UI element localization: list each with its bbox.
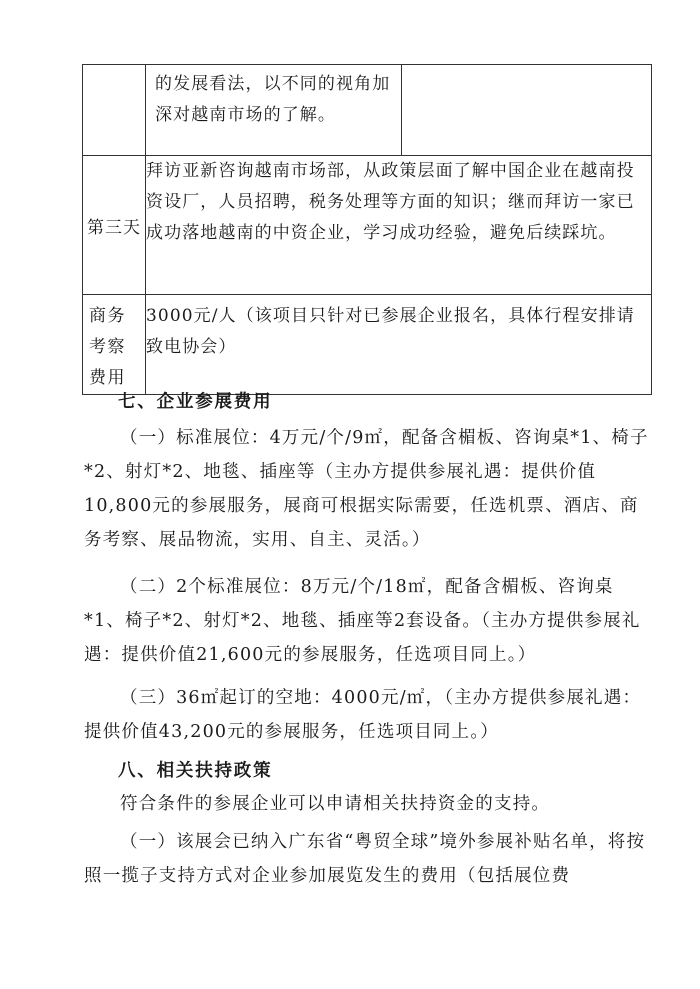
row3-content: 3000元/人（该项目只针对已参展企业报名，具体行程安排请致电协会） xyxy=(146,295,652,395)
section8-heading: 八、相关扶持政策 xyxy=(118,761,273,781)
section7-heading: 七、企业参展费用 xyxy=(118,392,273,412)
section8-item1: （一）该展会已纳入广东省“粤贸全球”境外参展补贴名单，将按照一揽子支持方式对企业参加展览发生的费用（包括展位费 xyxy=(84,832,646,886)
section8-intro: 符合条件的参展企业可以申请相关扶持资金的支持。 xyxy=(120,794,551,814)
fee-label-cell xyxy=(83,295,146,395)
table-row xyxy=(83,156,652,295)
section7-item3: （三）36㎡起订的空地：4000元/㎡，（主办方提供参展礼遇：提供价值43,200元的参展服务，任选项目同上。） xyxy=(84,688,642,742)
day-cell xyxy=(83,156,146,295)
row1-empty-cell xyxy=(402,65,651,155)
row1-content: 的发展看法，以不同的视角加深对越南市场的了解。 xyxy=(146,65,402,155)
fee-label: 商务考察费用 xyxy=(89,306,126,388)
content-cell xyxy=(146,65,652,156)
day-label: 第三天 xyxy=(87,217,141,238)
table-row xyxy=(83,65,652,156)
row2-content: 拜访亚新咨询越南市场部，从政策层面了解中国企业在越南投资设厂，人员招聘，税务处理等方面的知识；继而拜访一家已成功落地越南的中资企业，学习成功经验，避免后续踩坑。 xyxy=(146,156,652,295)
itinerary-table xyxy=(82,64,652,395)
section7-item2: （二）2个标准展位：8万元/个/18㎡，配备含楣板、咨询桌*1、椅子*2、射灯*2、地毯、插座等2套设备。（主办方提供参展礼遇：提供价值21,600元的参展服务，任选项目同上。） xyxy=(84,577,641,665)
day-cell-empty xyxy=(83,65,146,156)
section7-item1: （一）标准展位：4万元/个/9㎡，配备含楣板、咨询桌*1、椅子*2、射灯*2、地毯、插座等（主办方提供参展礼遇：提供价值10,800元的参展服务，展商可根据实际需要，任选机票、酒店、商务考察、展品物流，实用、自主、灵活。） xyxy=(84,428,649,550)
table-row xyxy=(83,295,652,395)
